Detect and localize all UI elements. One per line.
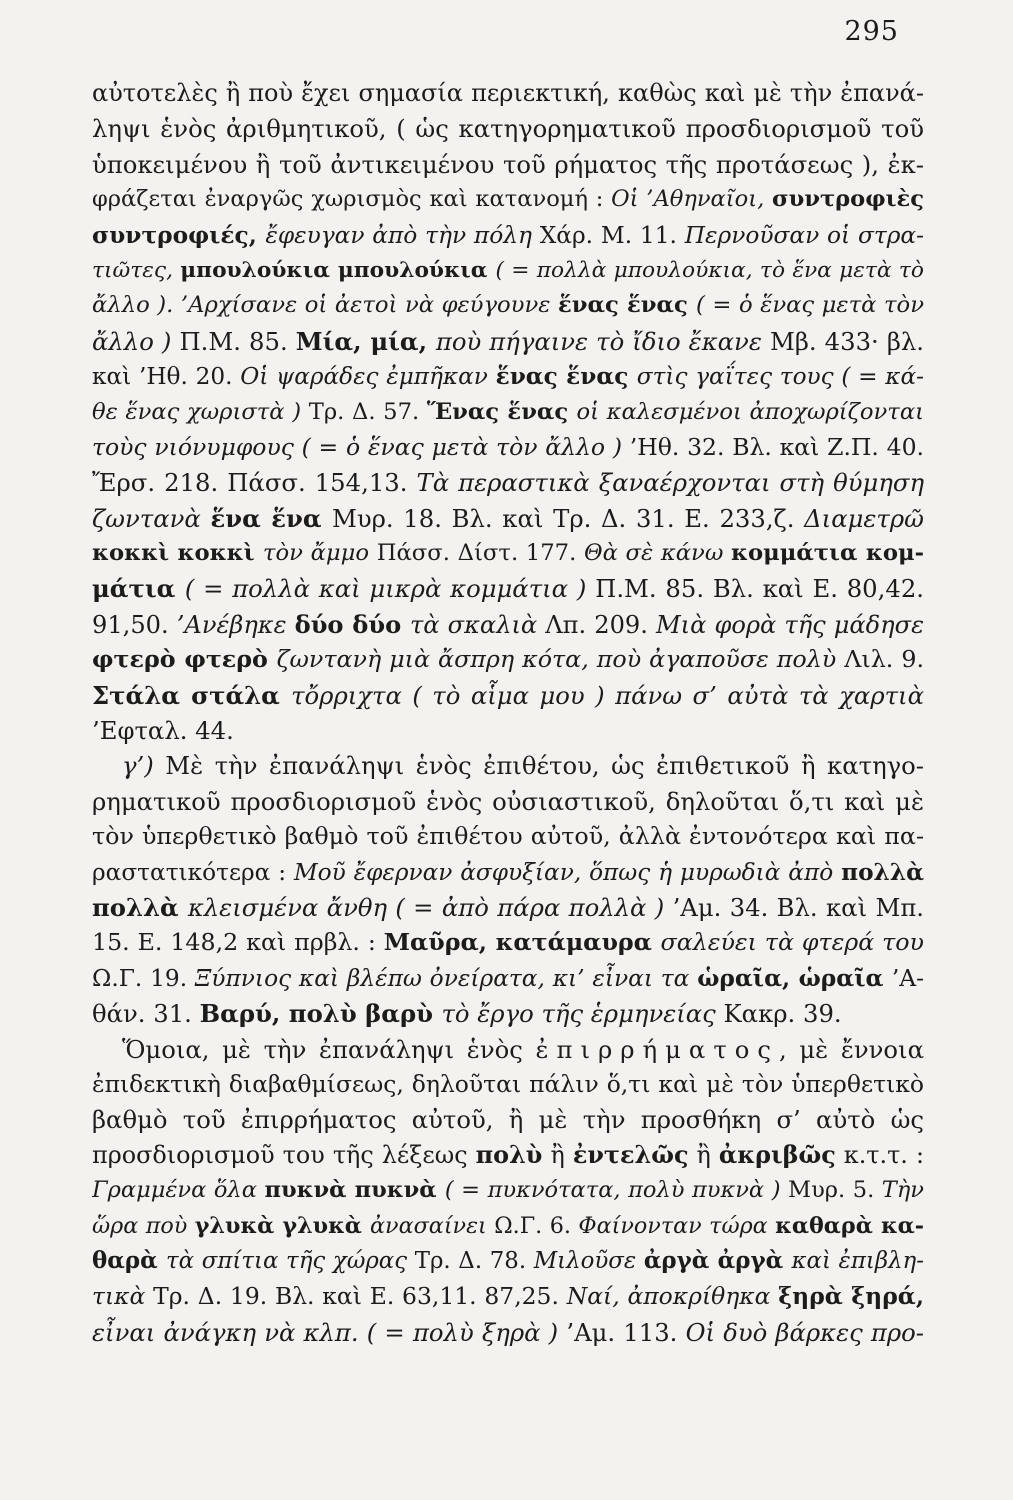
italic-phrase: ἔφευγαν ἀπὸ τὴν πόλη [265,221,540,249]
text-line [92,571,924,606]
italic-phrase: ( = πολλὰ καὶ μικρὰ κομμάτια ) [184,574,596,604]
text-run: 91,50. [92,610,177,639]
text-run: , μὲ ἔννοια [779,1034,924,1064]
text-line-content [92,925,924,960]
text-run: κ.τ.τ. : [835,1140,924,1169]
text-line [92,996,924,1031]
italic-phrase: Ναί, ἀποκρίθηκα [566,1282,779,1311]
text-line-content [92,890,924,925]
text-line [92,111,924,146]
bold-phrase: πολλὰ [841,858,924,886]
text-run: Μυρ. 18. Βλ. καὶ Τρ. Δ. 31. Ε. 233,ζ. [331,503,805,533]
text-run: βαθμὸ τοῦ ἐπιρρήματος αὐτοῦ, ἢ μὲ τὴν προσθήκη σ’ αὐτὸ ὡς [92,1105,924,1135]
italic-phrase: τὸ ἔργο τῆς ἑρμηνείας [441,999,724,1029]
italic-phrase: ὥρα ποὺ [92,1212,195,1239]
text-line-content [92,253,924,288]
italic-phrase: Ξύπνιος καὶ βλέπω ὀνείρατα, κι’ εἶναι τα [194,964,698,992]
bold-phrase: ὡραῖα, ὡραῖα [697,964,892,992]
italic-phrase: ἀνασαίνει [370,1212,495,1239]
text-line-content [92,1067,924,1102]
bold-phrase: πολλὰ [92,892,188,922]
text-line [92,1173,924,1208]
text-line [92,1102,924,1137]
text-line-content [92,1138,924,1173]
text-line-content [92,1032,924,1067]
text-run: ὑποκειμένου ἢ τοῦ ἀντικειμένου τοῦ ρήματος τῆς προτάσεως ), ἐκ- [92,149,924,179]
text-line-content [92,395,924,430]
text-run: Χάρ. Μ. 11. [539,221,685,249]
italic-phrase: τικὰ [92,1282,154,1311]
text-line-content [92,642,924,677]
bold-phrase: κοκκὶ κοκκὶ [92,540,263,567]
italic-phrase: Οἱ ψαράδες ἐμπῆκαν [240,363,496,391]
text-line [92,1138,924,1173]
text-run: ληψι ἑνὸς ἀριθμητικοῦ, ( ὡς κατηγορηματικοῦ προσδιορισμοῦ τοῦ [92,114,924,144]
bold-phrase: δύο δύο [294,609,410,639]
text-line [92,324,924,359]
text-line [92,359,924,394]
italic-phrase: οἱ καλεσμένοι ἀποχωρίζονται [576,398,924,425]
text-run: Π.Μ. 85. Βλ. καὶ Ε. 80,42. [595,574,924,604]
text-line-content [92,501,924,536]
bold-phrase: ἀργὰ ἀργὰ [643,1247,792,1274]
text-run: Ὅμοια, μὲ τὴν ἐπανάληψι ἑνὸς [122,1034,536,1064]
italic-phrase: τὸν ἄμμο [262,540,377,567]
text-run: Π.Μ. 85. [179,326,296,356]
page-number: 295 [844,16,899,47]
italic-phrase: θε ἕνας χωριστὰ ) [92,398,309,425]
bold-phrase: Στάλα στάλα [92,680,292,710]
italic-phrase: τὰ σπίτια τῆς χώρας [166,1247,415,1274]
italic-phrase: Φαίνονταν τώρα [578,1212,776,1239]
text-line [92,218,924,253]
bold-phrase: Μία, μία, [295,326,436,356]
italic-phrase: Περνοῦσαν οἱ στρα- [684,221,924,249]
text-run: ’Αμ. 34. Βλ. καὶ Μπ. [672,892,924,922]
text-run: ἐπιρρήματος [535,1034,780,1064]
text-line [92,288,924,323]
text-line [92,1209,924,1244]
bold-phrase: ἀκριβῶς [718,1140,836,1169]
text-line [92,961,924,996]
italic-phrase: Τὰ περαστικὰ ξαναέρχονται στὴ θύμηση [416,468,924,498]
bold-phrase: ἐντελῶς [572,1140,689,1169]
italic-phrase: τιῶτες, [92,257,181,283]
text-line-content [92,359,924,394]
italic-phrase: Τὴν [881,1177,924,1204]
italic-phrase: εἶναι ἀνάγκη νὰ κλπ. ( = πολὺ ξηρὰ ) [92,1317,567,1347]
text-line-content [92,1279,924,1314]
italic-phrase: σαλεύει τὰ φτερά του [660,928,924,957]
text-line-content [92,147,924,182]
italic-phrase: ( = πυκνότατα, πολὺ πυκνὰ ) [444,1177,789,1204]
text-run: Κακρ. 39. [723,999,842,1029]
italic-phrase: Διαμετρῶ [804,503,924,533]
body-text [92,76,924,1350]
text-run: ’Ηθ. 32. Βλ. καὶ Ζ.Π. 40. [629,432,924,461]
text-run: ρηματικοῦ προσδιορισμοῦ ἑνὸς οὐσιαστικοῦ, δηλοῦται ὅ,τι καὶ μὲ [92,786,924,816]
text-run: 15. Ε. 148,2 καὶ πρβλ. : [92,928,384,957]
text-line [92,253,924,288]
text-line-content [92,819,924,854]
italic-phrase: τὄρριχτα ( τὸ αἷμα μου ) πάνω σ’ αὐτὰ τὰ χαρτιὰ [291,680,924,710]
text-run: Τρ. Δ. 78. [414,1247,534,1274]
text-line [92,607,924,642]
text-run: ἢ [542,1140,573,1169]
text-run: Τρ. Δ. 57. [308,398,427,425]
bold-phrase: Μαῦρα, κατάμαυρα [383,928,661,957]
text-line-content [92,536,924,571]
text-line-content [92,288,924,323]
text-line-content [92,430,924,465]
italic-phrase: στὶς γαΐτες τους ( = κά- [636,363,924,391]
text-line-content [92,571,924,606]
text-run: ἐπιδεκτικὴ διαβαθμίσεως, δηλοῦται πάλιν ὅ,τι καὶ μὲ τὸν ὑπερθετικὸ [92,1069,924,1098]
text-line [92,784,924,819]
italic-phrase: τὰ σκαλιὰ [409,610,546,639]
italic-phrase: ζωντανὰ [92,503,211,533]
bold-phrase: πυκνὰ πυκνὰ [264,1177,445,1204]
text-run: Ω.Γ. 19. [92,964,195,992]
text-line [92,819,924,854]
text-line-content [92,713,234,748]
text-line-content [92,324,924,359]
text-line [92,642,924,677]
italic-phrase: Μιὰ φορὰ τῆς μάδησε [655,610,924,639]
text-run: ’Α- [891,964,924,992]
text-run: Τρ. Δ. 19. Βλ. καὶ Ε. 63,11. 87,25. [153,1282,567,1311]
text-run: Μὲ τὴν ἐπανάληψι ἑνὸς ἐπιθέτου, ὡς ἐπιθετικοῦ ἢ κατηγο- [165,751,924,781]
text-line-content [92,111,924,146]
italic-phrase: Γραμμένα ὅλα [92,1177,265,1204]
text-line [92,430,924,465]
italic-phrase: καὶ ἐπιβλη- [791,1247,924,1274]
bold-phrase: συντροφιές, [92,221,266,249]
text-run: θάν. 31. [92,999,200,1029]
italic-phrase: ( = πολλὰ μπουλούκια, τὸ ἕνα μετὰ τὸ [495,257,924,283]
text-line-content [92,218,924,253]
text-run: ἢ [688,1140,719,1169]
bold-phrase: ἕνας ἕνας [495,363,637,391]
italic-phrase: Οἱ ’Αθηναῖοι, [611,186,773,213]
text-run: ραστατικότερα : [92,858,294,886]
text-run: φράζεται ἐναργῶς χωρισμὸς καὶ κατανομή : [92,186,612,213]
text-line-content [92,1102,924,1137]
text-line [92,1315,924,1350]
italic-phrase: ποὺ πήγαινε τὸ ἴδιο ἔκανε [435,326,770,356]
text-run: Λπ. 209. [545,610,656,639]
italic-phrase: τοὺς νιόνυμφους ( = ὁ ἕνας μετὰ τὸν ἄλλο ) [92,432,630,461]
text-line [92,748,924,783]
text-line [92,536,924,571]
italic-phrase: ζωντανὴ μιὰ ἄσπρη κότα, ποὺ ἀγαποῦσε πολὺ [276,645,845,674]
text-line [92,1032,924,1067]
text-line [92,890,924,925]
text-run: Ω.Γ. 6. [494,1212,579,1239]
text-run: προσδιορισμοῦ του τῆς λέξεως [92,1140,476,1169]
text-run: Πάσσ. Δίστ. 177. [376,540,584,567]
bold-phrase: ἕνας ἕνας [557,292,697,319]
bold-phrase: Βαρύ, πολὺ βαρὺ [199,999,442,1029]
italic-phrase: ἄλλο ) [92,326,180,356]
italic-phrase: Μοῦ ἔφερναν ἀσφυξίαν, ὅπως ἡ μυρωδιὰ ἀπὸ [293,858,842,886]
bold-phrase: μπουλούκια μπουλούκια [180,257,496,283]
italic-phrase: κλεισμένα ἄνθη ( = ἀπὸ πάρα πολλὰ ) [187,892,673,922]
text-line [92,925,924,960]
text-line-content [92,1173,924,1208]
text-line [92,855,924,890]
text-line [92,182,924,217]
text-line [92,76,924,111]
bold-phrase: καθαρὰ κα- [775,1212,924,1239]
bold-phrase: γλυκὰ γλυκὰ [194,1212,371,1239]
text-run: καὶ ’Ηθ. 20. [92,363,241,391]
text-line [92,1067,924,1102]
bold-phrase: φτερὸ φτερὸ [92,645,277,674]
text-line [92,465,924,500]
text-line-content [92,996,842,1031]
italic-phrase: ’Ανέβηκε [176,610,295,639]
text-run: Ἔρσ. 218. Πάσσ. 154,13. [92,468,417,498]
text-line [92,147,924,182]
text-line-content [92,784,924,819]
text-run: ’Αμ. 113. [566,1317,686,1347]
text-line [92,395,924,430]
bold-phrase: ἕνα ἕνα [210,503,332,533]
text-line [92,1244,924,1279]
italic-phrase: γ’) [122,751,166,781]
text-run: αὐτοτελὲς ἢ ποὺ ἔχει σημασία περιεκτική, καθὼς καὶ μὲ τὴν ἐπανά- [92,79,924,107]
text-run: Μβ. 433· βλ. [769,326,924,356]
text-line-content [92,961,924,996]
bold-phrase: θαρὰ [92,1247,166,1274]
bold-phrase: συντροφιὲς [772,186,924,213]
text-line-content [92,1244,924,1279]
text-line-content [92,1315,924,1350]
italic-phrase: Θὰ σὲ κάνω [583,540,731,567]
text-line-content [92,855,924,890]
text-line-content [92,76,924,111]
text-line [92,678,924,713]
text-line-content [92,465,924,500]
bold-phrase: Ἕνας ἕνας [426,398,577,425]
bold-phrase: ξηρὰ ξηρά, [778,1282,924,1311]
text-line-content [92,1209,924,1244]
text-run: Μυρ. 5. [788,1177,882,1204]
text-line-content [92,678,924,713]
text-line-content [92,607,924,642]
text-run: τὸν ὑπερθετικὸ βαθμὸ τοῦ ἐπιθέτου αὐτοῦ, ἀλλὰ ἐντονότερα καὶ πα- [92,822,924,851]
bold-phrase: πολὺ [475,1140,543,1169]
italic-phrase: ( = ὁ ἕνας μετὰ τὸν [696,292,924,319]
italic-phrase: ἄλλο ). ’Αρχίσανε οἱ ἀετοὶ νὰ φεύγουνε [92,292,558,319]
text-run: Λιλ. 9. [844,645,924,674]
bold-phrase: κομμάτια κομ- [730,540,924,567]
text-run: ’Εφταλ. 44. [92,716,234,746]
italic-phrase: Οἱ δυὸ βάρκες προ- [685,1317,924,1347]
text-line [92,713,924,748]
text-line-content [92,748,924,783]
text-line [92,501,924,536]
italic-phrase: Μιλοῦσε [533,1247,644,1274]
bold-phrase: μάτια [92,574,185,604]
text-line-content [92,182,924,217]
text-line [92,1279,924,1314]
